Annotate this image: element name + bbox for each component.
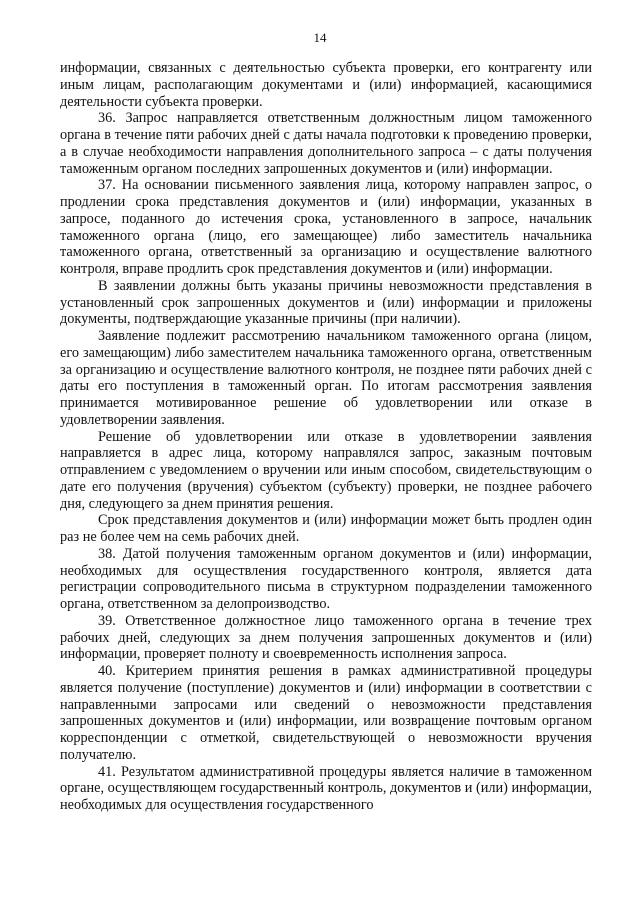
document-body	[60, 60, 592, 814]
paragraph: информации, связанных с деятельностью субъекта проверки, его контрагенту или иным лицам, располагающим документами и (или) информацией, касающимися деятельности субъекта проверки.	[60, 60, 592, 110]
paragraph: Срок представления документов и (или) информации может быть продлен один раз не более чем на семь рабочих дней.	[60, 512, 592, 545]
paragraph: 36. Запрос направляется ответственным должностным лицом таможенного органа в течение пяти рабочих дней с даты начала подготовки к проведению проверки, а в случае необходимости направления дополнительного запроса – с даты получения таможенным органом последних запрошенных документов и (или) информации.	[60, 110, 592, 177]
paragraph: 40. Критерием принятия решения в рамках административной процедуры является получение (поступление) документов и (или) информации в соответствии с направленными запросами или сведений о невозможности представления запрошенных документов и (или) информации, или возвращение почтовым органом корреспонденции с отметкой, свидетельствующей о невозможности вручения получателю.	[60, 663, 592, 763]
paragraph: Решение об удовлетворении или отказе в удовлетворении заявления направляется в адрес лица, которому направлялся запрос, заказным почтовым отправлением с уведомлением о вручении или иным способом, свидетельствующим о дате его получения (вручения) субъектом (субъекту) проверки, не позднее рабочего дня, следующего за днем принятия решения.	[60, 428, 592, 512]
paragraph: 41. Результатом административной процедуры является наличие в таможенном органе, осуществляющем государственный контроль, документов и (или) информации, необходимых для осуществления государственного	[60, 763, 592, 813]
paragraph: 39. Ответственное должностное лицо таможенного органа в течение трех рабочих дней, следующих за днем получения запрошенных документов и (или) информации, проверяет полноту и своевременность исполнения запроса.	[60, 612, 592, 663]
page-number: 14	[313, 30, 327, 45]
paragraph: 37. На основании письменного заявления лица, которому направлен запрос, о продлении срока представления документов и (или) информации, указанных в запросе, поданного до истечения срока, установленного в запросе, начальник таможенного органа (лицо, его замещающее) либо заместитель начальника таможенного органа, ответственный за организацию и осуществление валютного контроля, вправе продлить срок представления документов и (или) информации.	[60, 177, 592, 277]
paragraph: В заявлении должны быть указаны причины невозможности представления в установленный срок запрошенных документов и (или) информации и приложены документы, подтверждающие указанные причины (при наличии).	[60, 277, 592, 328]
paragraph: 38. Датой получения таможенным органом документов и (или) информации, необходимых для осуществления государственного контроля, является дата регистрации сопроводительного письма в структурном подразделении таможенного органа, ответственном за делопроизводство.	[60, 545, 592, 612]
paragraph: Заявление подлежит рассмотрению начальником таможенного органа (лицом, его замещающим) либо заместителем начальника таможенного органа, ответственным за организацию и осуществление валютного контроля, не позднее пяти рабочих дней с даты его поступления в таможенный орган. По итогам рассмотрения заявления принимается мотивированное решение об удовлетворении или отказе в удовлетворении заявления.	[60, 328, 592, 428]
